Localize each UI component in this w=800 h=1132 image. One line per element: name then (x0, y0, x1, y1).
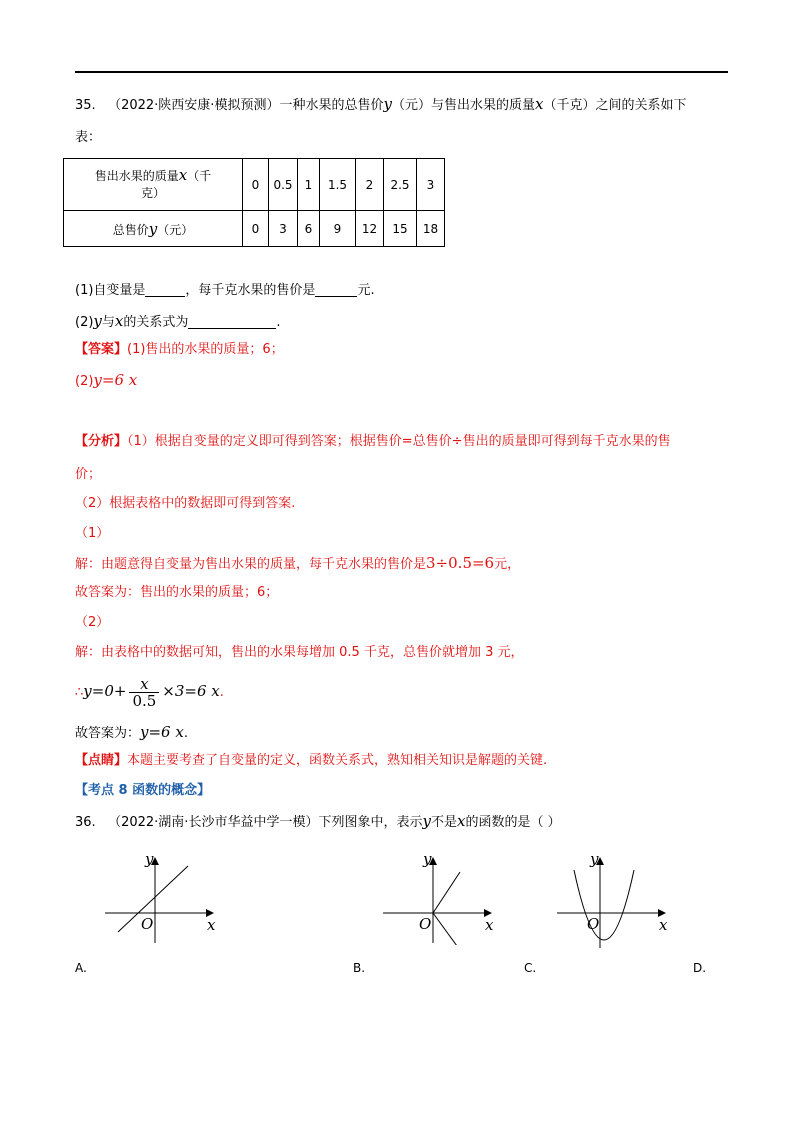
graph-c (552, 850, 677, 950)
table-cell: 1.5 (320, 159, 356, 211)
solution1: 解：由题意得自变量为售出水果的质量，每千克水果的售价是3÷0.5=6元， (75, 554, 521, 572)
table-cell: 0 (243, 159, 269, 211)
q35-part2: (2)y与x的关系式为 . (75, 312, 281, 330)
option-d-label[interactable]: D. (693, 961, 707, 975)
table-cell: 15 (384, 211, 417, 247)
table-cell: 1 (298, 159, 320, 211)
table-cell: 9 (320, 211, 356, 247)
answer-line1: 【答案】(1)售出的水果的质量；6； (75, 342, 284, 357)
analysis-line1: 【分析】（1）根据自变量的定义即可得到答案；根据售价=总售价÷售出的质量即可得到每千克水果的售 (75, 434, 671, 449)
table-row (64, 159, 445, 211)
table-cell: 2.5 (384, 159, 417, 211)
option-c-label[interactable]: C. (524, 961, 537, 975)
fraction: $\frac{x}{0.5}$ (129, 676, 159, 709)
table-row (64, 211, 445, 247)
graph-ray (433, 913, 457, 945)
answer-blank[interactable] (188, 314, 276, 329)
solution2: 解：由表格中的数据可知，售出的水果每增加 0.5 千克，总售价就增加 3 元， (75, 645, 524, 660)
q35-part1: (1)自变量是 ，每千克水果的售价是 元. (75, 283, 375, 298)
table-cell: 6 (298, 211, 320, 247)
part2-label: （2） (75, 615, 110, 630)
analysis-line3: （2）根据表格中的数据即可得到答案. (75, 496, 296, 511)
axis-label-x: x (485, 916, 494, 934)
graph-a (100, 850, 225, 945)
row-header-mass: 售出水果的质量x（千 克） (64, 159, 243, 211)
row-header-price: 总售价y（元） (64, 211, 243, 247)
axis-label-x: x (659, 916, 668, 934)
comment-line: 【点睛】本题主要考查了自变量的定义，函数关系式，熟知相关知识是解题的关键. (75, 753, 548, 768)
q35-stem-line1: 35. （2022·陕西安康·模拟预测）一种水果的总售价y（元）与售出水果的质量x（千克）之间的关系如下 (75, 95, 687, 113)
graph-ray (433, 872, 460, 913)
table-cell: 0 (243, 211, 269, 247)
table-cell: 0.5 (269, 159, 298, 211)
table-cell: 2 (356, 159, 384, 211)
table-cell: 12 (356, 211, 384, 247)
axis-label-y: y (590, 850, 599, 868)
final-answer1: 故答案为：售出的水果的质量；6； (75, 585, 279, 600)
graph-parabola (574, 870, 634, 940)
table-cell: 3 (417, 159, 445, 211)
analysis-line2: 价； (75, 467, 102, 482)
q35-stem-line2: 表： (75, 130, 102, 145)
part1-label: （1） (75, 526, 110, 541)
option-b-label[interactable]: B. (353, 961, 366, 975)
table-cell: 18 (417, 211, 445, 247)
origin-label: O (141, 915, 154, 933)
section-heading: 【考点 8 函数的概念】 (75, 783, 211, 798)
final-answer2: 故答案为：y=6 x. (75, 723, 188, 741)
answer-line2: (2)y=6 x (75, 371, 138, 389)
answer-blank[interactable] (145, 282, 185, 297)
axis-label-x: x (207, 916, 216, 934)
answer-blank[interactable] (315, 282, 357, 297)
q36-stem: 36. （2022·湖南·长沙市华益中学一模）下列图象中，表示y不是x的函数的是（ ） (75, 812, 561, 830)
origin-label: O (587, 915, 600, 933)
graph-b (378, 850, 503, 945)
axis-label-y: y (145, 850, 154, 868)
axis-label-y: y (423, 850, 432, 868)
table-cell: 3 (269, 211, 298, 247)
formula-line: ∴y=0+ $\frac{x}{0.5}$ ×3=6 x. (75, 675, 224, 710)
top-rule (75, 71, 728, 73)
price-table (63, 158, 445, 247)
origin-label: O (419, 915, 432, 933)
option-a-label[interactable]: A. (75, 961, 87, 975)
